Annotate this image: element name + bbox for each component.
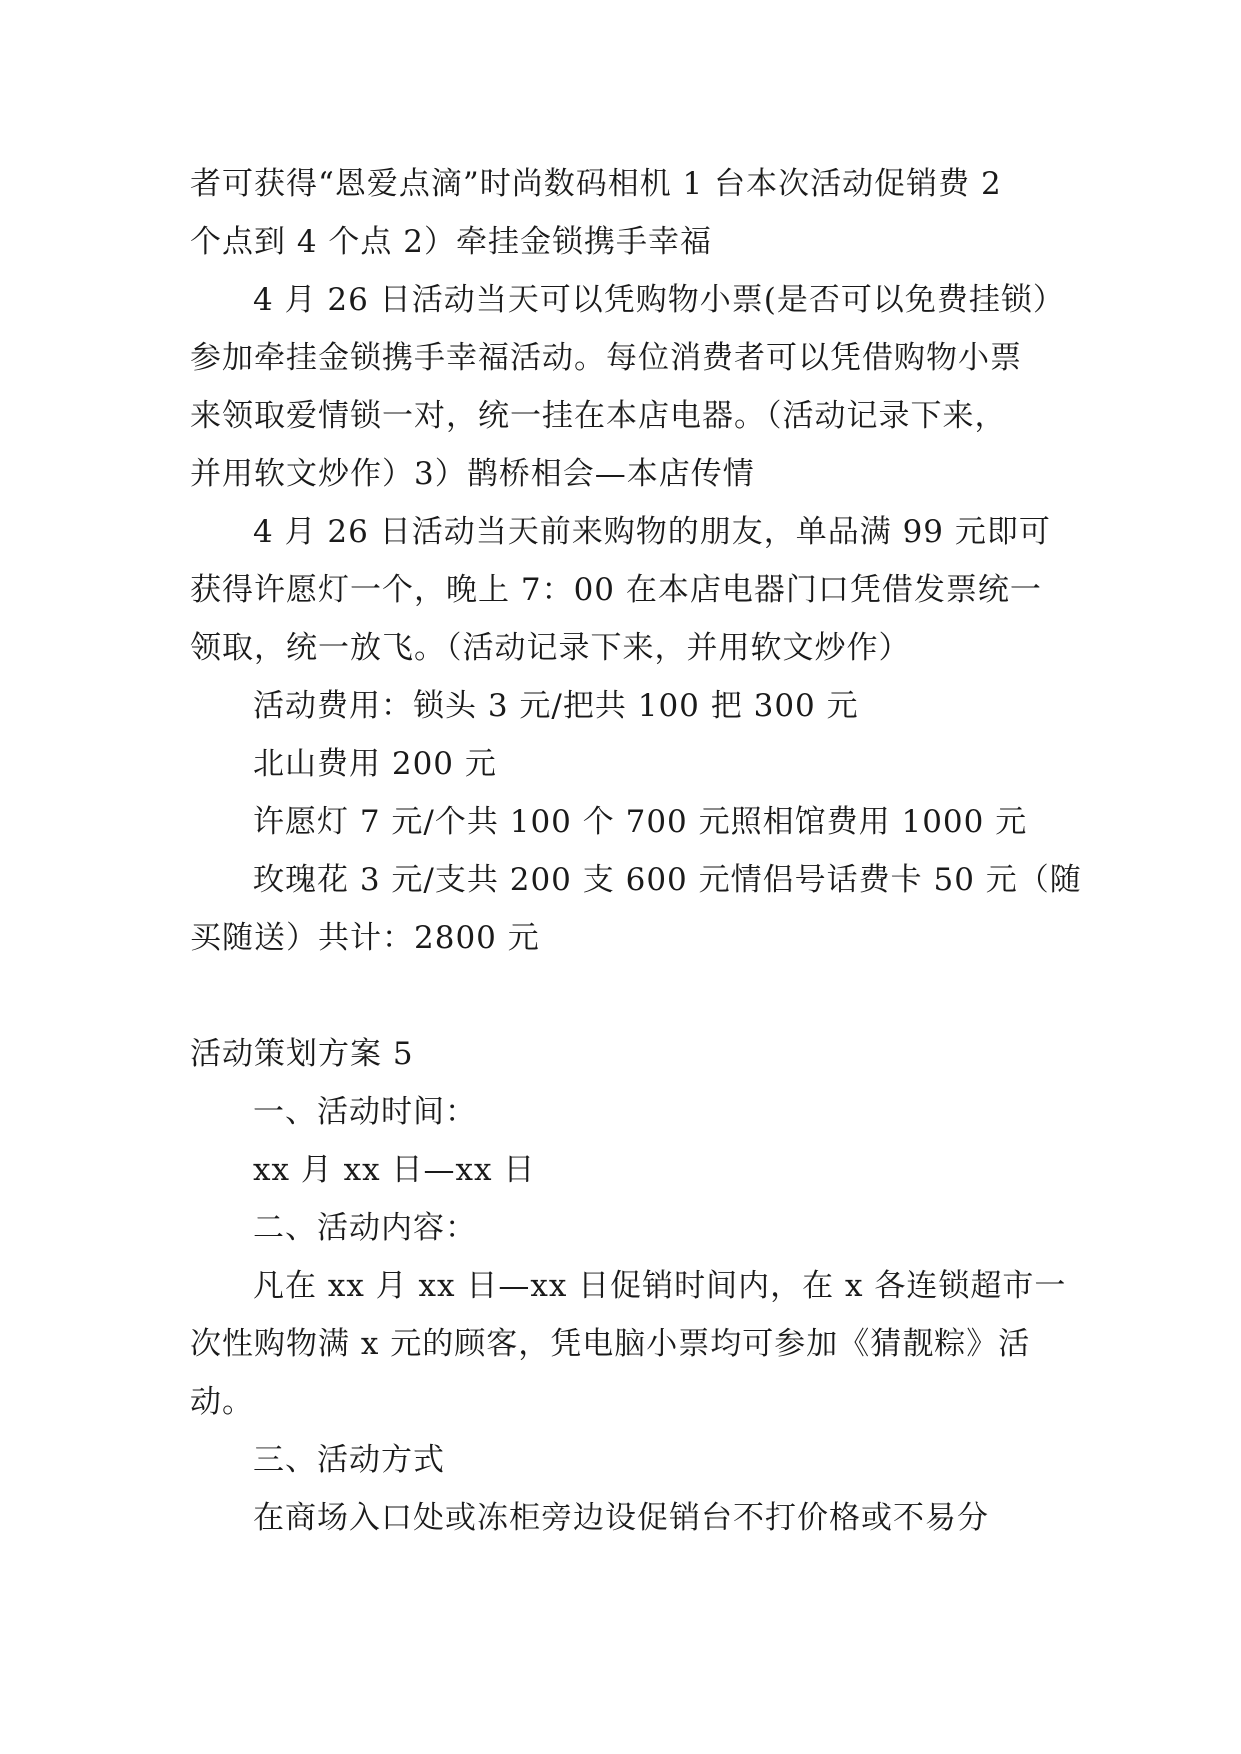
paragraph-line: 者可获得“恩爱点滴”时尚数码相机 1 台本次活动促销费 2 [190,166,1002,202]
paragraph-line: 领取，统一放飞。（活动记录下来，并用软文炒作） [190,630,911,666]
paragraph-line: 4 月 26 日活动当天前来购物的朋友，单品满 99 元即可 [253,514,1051,550]
section-heading: 三、活动方式 [253,1442,445,1478]
paragraph-line: 次性购物满 x 元的顾客，凭电脑小票均可参加《猜靓粽》活 [190,1326,1031,1362]
paragraph-line: 动。 [190,1384,254,1420]
cost-line: 活动费用：锁头 3 元/把共 100 把 300 元 [253,688,859,724]
section-title: 活动策划方案 5 [190,1036,414,1072]
paragraph-line: 凡在 xx 月 xx 日—xx 日促销时间内，在 x 各连锁超市一 [253,1268,1067,1304]
paragraph-line: 并用软文炒作）3）鹊桥相会—本店传情 [190,456,755,492]
paragraph-line: xx 月 xx 日—xx 日 [253,1152,536,1188]
cost-total-line: 买随送）共计：2800 元 [190,920,540,956]
cost-line: 北山费用 200 元 [253,746,497,782]
section-heading: 二、活动内容： [253,1210,477,1246]
paragraph-line: 参加牵挂金锁携手幸福活动。每位消费者可以凭借购物小票 [190,340,1022,376]
paragraph-line: 获得许愿灯一个，晚上 7：00 在本店电器门口凭借发票统一 [190,572,1042,608]
section-heading: 一、活动时间： [253,1094,477,1130]
paragraph-line: 4 月 26 日活动当天可以凭购物小票(是否可以免费挂锁） [253,282,1065,318]
paragraph-line: 来领取爱情锁一对，统一挂在本店电器。（活动记录下来， [190,398,1007,434]
cost-line: 许愿灯 7 元/个共 100 个 700 元照相馆费用 1000 元 [253,804,1028,840]
paragraph-line: 个点到 4 个点 2）牵挂金锁携手幸福 [190,224,713,260]
paragraph-line: 在商场入口处或冻柜旁边设促销台不打价格或不易分 [253,1500,989,1536]
cost-line: 玫瑰花 3 元/支共 200 支 600 元情侣号话费卡 50 元（随 [253,862,1082,898]
